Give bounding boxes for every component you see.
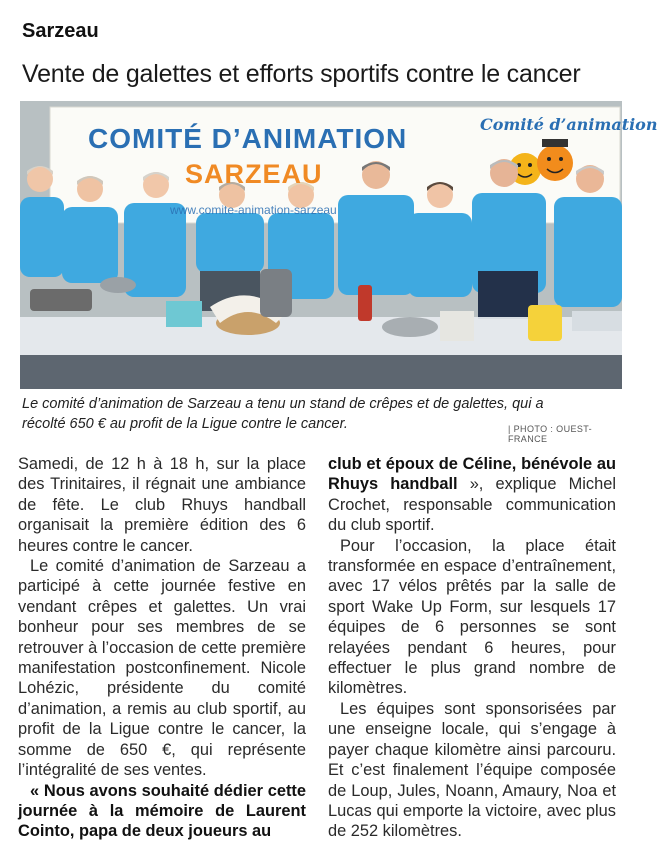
banner-logo-text: Comité d’animation [480,115,657,134]
article-photo [20,101,657,389]
banner-url: www.comite-animation-sarzeau [170,203,337,217]
quote-paragraph: « Nous avons souhaité dédier cette journée à la mémoire de Laurent Cointo, papa de deux joueurs au [18,781,306,841]
photo-caption: Le comité d’animation de Sarzeau a tenu un stand de crêpes et de galettes, qui a récolté 650 € au profit de la Ligue contre le cancer. [22,396,544,432]
paragraph [328,454,616,536]
article-column-2 [328,454,616,842]
paragraph: Pour l’occasion, la place était transformée en espace d’entraînement, avec 17 vélos prêtés par la salle de sport Wake Up Form, sur lesquels 17 équipes de 6 personnes se sont relayées pendant 6 heures, pour effectuer le plus grand nombre de kilomètres. [328,536,616,698]
section-kicker: Sarzeau [22,20,99,42]
paragraph: Le comité d’animation de Sarzeau a participé à cette journée festive en vendant crêpes et galettes. Un vrai bonheur pour ses membres de se retrouver à l’occasion de cette première manifestation postconfinement. Nicole Lohézic, présidente du comité d’animation, a remis au club sportif, au profit de la Ligue contre le cancer, la somme de 650 €, qui représente l’intégralité de ses ventes. [18,557,306,780]
paragraph: Samedi, de 12 h à 18 h, sur la place des Trinitaires, il régnait une ambiance de fête. Le club Rhuys handball organisait la première édition des 6 heures contre le cancer. [18,455,306,555]
article-headline: Vente de galettes et efforts sportifs contre le cancer [22,60,581,88]
photo-credit: | PHOTO : OUEST-FRANCE [508,424,593,444]
banner-title: COMITÉ D’ANIMATION [88,123,408,154]
quote-attribution: », explique Michel Crochet, responsable communication du club sportif. [328,475,616,535]
article-column-1 [18,454,306,842]
quote-continuation: club et époux de Céline, bénévole au Rhuys handball [328,455,616,494]
banner-subtitle: SARZEAU [185,159,323,189]
paragraph: Les équipes sont sponsorisées par une enseigne locale, qui s’engage à payer chaque kilomètre ainsi parcouru. Et c’est finalement l’équipe composée de Loup, Jules, Noann, Amaury, Noa et Lucas qui emporte la victoire, avec plus de 252 kilomètres. [328,699,616,841]
